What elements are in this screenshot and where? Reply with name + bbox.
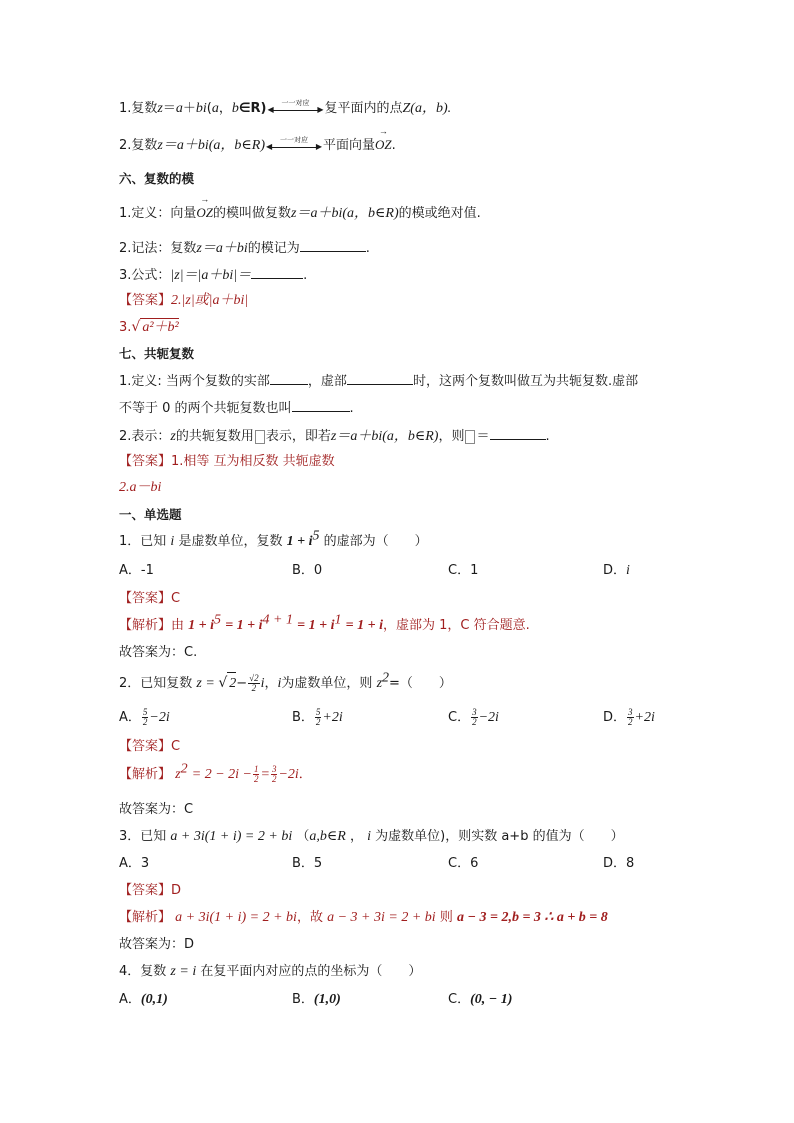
question-1-option-a: A．-1	[119, 563, 154, 578]
question-2-answer: 【答案】C	[119, 739, 181, 754]
conjugate-definition-line1: 1.定义: 当两个复数的实部 ，虚部 时，这两个复数叫做互为共轭复数.虚部	[119, 371, 638, 391]
question-2-stem: 2．已知复数 z = √ 2− $\frac{√2}{2}$ i，i为虚数单位，则 $z^2=$（ ）	[119, 670, 452, 693]
definition-point-correspondence: 1.复数z＝a＋bi(a，b∈R) 一一对应 ◀ ▶ 复平面内的点Z(a，b).	[119, 98, 452, 116]
fill-blank	[270, 371, 308, 385]
fill-blank	[251, 265, 303, 279]
conjugate-answer: 【答案】1.相等 互为相反数 共轭虚数	[119, 454, 335, 469]
question-1-conclusion: 故答案为：C.	[119, 645, 198, 660]
conjugate-representation: 2.表示：z的共轭复数用 表示，即若z＝a＋bi(a，b∈R)，则 ＝ .	[119, 426, 550, 446]
question-4-stem: 4．复数 z = i 在复平面内对应的点的坐标为（ ）	[119, 964, 422, 979]
question-4-option-a: A．(0,1)	[119, 992, 168, 1007]
question-2-conclusion: 故答案为：C	[119, 802, 194, 817]
modulus-definition: 1.定义：向量 → OZ的模叫做复数z＝a＋bi(a，b∈R)的模或绝对值.	[119, 194, 481, 221]
bidirectional-arrow-icon: 一一对应 ◀ ▶	[267, 98, 324, 114]
question-3-stem: 3．已知 a + 3i(1 + i) = 2 + bi （a,b∈R ， i 为虚数单位)，则实数 a+b 的值为（ ）	[119, 829, 624, 844]
fill-blank	[292, 398, 350, 412]
question-3-option-b: B．5	[292, 856, 323, 871]
question-2-option-b: B． $\frac{5}{2}$ +2i	[292, 707, 343, 727]
fill-blank	[300, 238, 366, 252]
vector-arrow-icon: →	[378, 126, 388, 136]
question-2-option-d: D． $\frac{3}{2}$ +2i	[603, 707, 655, 727]
question-3-answer: 【答案】D	[119, 883, 182, 898]
question-2-option-c: C． $\frac{3}{2}$ −2i	[448, 707, 499, 727]
modulus-answer-formula: 3.√ a²＋b²	[119, 319, 179, 335]
modulus-notation: 2.记法：复数z＝a＋bi的模记为 .	[119, 238, 370, 258]
z-bar-symbol-icon	[255, 430, 265, 444]
z-bar-symbol-icon	[465, 430, 475, 444]
question-1-option-d: D．i	[603, 563, 630, 578]
question-2-solution: 【解析】 $z^2 = 2 - 2i$ − $\frac{1}{2}$ = $\frac{3}{2}$ −2i．	[119, 761, 312, 784]
question-4-option-c: C．(0, − 1)	[448, 992, 513, 1007]
definition-vector-correspondence: 2.复数z＝a＋bi(a，b∈R) 一一对应 ◀ ▶ 平面向量 → OZ.	[119, 126, 396, 153]
question-1-stem: 1．已知 i 是虚数单位，复数 $1 + i^5$ 的虚部为（ ）	[119, 528, 428, 549]
fill-blank	[490, 426, 546, 440]
bidirectional-arrow-icon: 一一对应 ◀ ▶	[265, 135, 322, 151]
conjugate-definition-line2: 不等于 0 的两个共轭复数也叫 .	[119, 398, 354, 418]
question-3-conclusion: 故答案为：D	[119, 937, 195, 952]
question-1-option-b: B．0	[292, 563, 323, 578]
section-heading-conjugate: 七、共轭复数	[119, 346, 195, 361]
question-1-option-c: C．1	[448, 563, 479, 578]
modulus-answer: 【答案】2.|z|或|a＋bi|	[119, 293, 249, 308]
section-heading-single-choice: 一、单选题	[119, 507, 182, 522]
conjugate-answer-2: 2.a－bi	[119, 480, 162, 495]
question-2-option-a: A． $\frac{5}{2}$ −2i	[119, 707, 170, 727]
question-1-answer: 【答案】C	[119, 591, 181, 606]
question-3-option-d: D．8	[603, 856, 635, 871]
question-1-solution: 【解析】由 $1 + i^5 = 1 + i^{4 + 1} = 1 + i^1 = 1 + i$，虚部为 1，C 符合题意.	[119, 612, 530, 633]
vector-arrow-icon: →	[200, 194, 210, 204]
modulus-formula: 3.公式：|z|＝|a＋bi|＝ .	[119, 265, 307, 285]
fill-blank	[347, 371, 413, 385]
question-4-option-b: B．(1,0)	[292, 992, 341, 1007]
question-3-option-c: C．6	[448, 856, 479, 871]
question-3-solution: 【解析】 a + 3i(1 + i) = 2 + bi，故 a − 3 + 3i = 2 + bi 则 a − 3 = 2,b = 3 ∴ a + b = 8	[119, 910, 608, 925]
section-heading-modulus: 六、复数的模	[119, 171, 195, 186]
question-3-option-a: A．3	[119, 856, 150, 871]
